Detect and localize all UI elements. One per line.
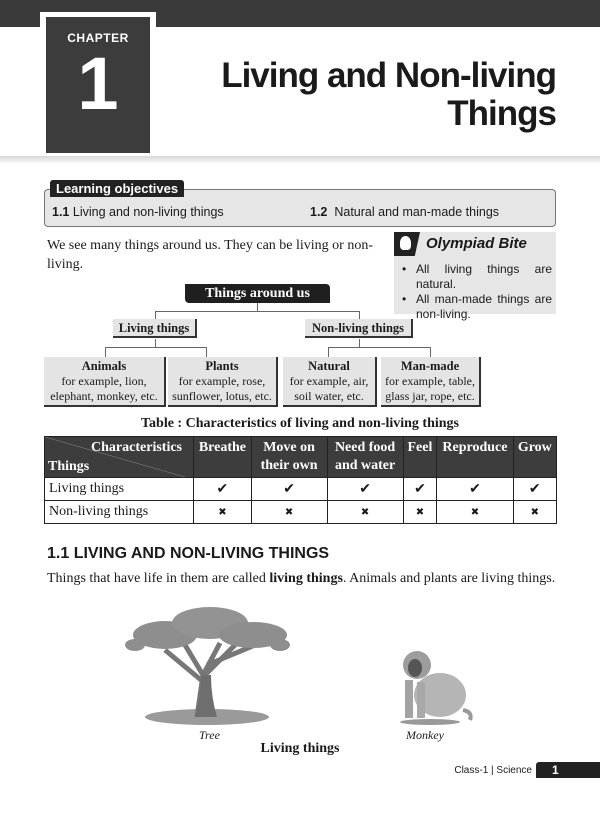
check-icon: ✔	[327, 478, 403, 501]
olympiad-bite-box	[394, 232, 556, 321]
olympiad-point: • All man-made things are non-living.	[402, 292, 552, 322]
diagram-natural: Natural for example, air, soil water, etc.	[283, 357, 377, 407]
olympiad-title: Olympiad Bite	[426, 235, 527, 252]
objective-1: 1.1 Living and non-living things	[52, 205, 224, 219]
table-header-row	[45, 437, 557, 478]
olympiad-point: • All living things are natural.	[402, 262, 552, 292]
diagram-man-made: Man-made for example, table, glass jar, rope, etc.	[381, 357, 481, 407]
header-divider	[0, 156, 600, 164]
objective-2: 1.2 Natural and man-made things	[310, 205, 500, 219]
page-footer	[454, 762, 600, 778]
learning-objectives-label: Learning objectives	[50, 180, 184, 197]
check-icon: ✔	[437, 478, 513, 501]
section-paragraph: Things that have life in them are called living things. Animals and plants are living things.	[47, 571, 556, 586]
column-header: Grow	[513, 437, 556, 478]
column-header: Reproduce	[437, 437, 513, 478]
chapter-label: CHAPTER	[67, 31, 129, 45]
tree-illustration	[125, 605, 290, 730]
diagram-living-things: Living things	[113, 319, 197, 338]
cross-icon: ✖	[327, 501, 403, 524]
chapter-box	[46, 17, 150, 153]
title-line-1: Living and Non-living	[221, 56, 556, 95]
footer-text: Class-1 | Science	[454, 764, 532, 776]
tree-caption: Tree	[199, 728, 220, 742]
corner-cell: Characteristics Things	[45, 437, 185, 477]
monkey-illustration	[385, 640, 475, 730]
section-heading: 1.1 LIVING AND NON-LIVING THINGS	[47, 545, 330, 562]
cross-icon: ✖	[194, 501, 251, 524]
cross-icon: ✖	[251, 501, 327, 524]
intro-paragraph: We see many things around us. They can be living or non-living.	[47, 238, 373, 272]
chapter-number: 1	[77, 42, 119, 125]
table-caption: Table : Characteristics of living and non-living things	[140, 416, 460, 431]
figure-title: Living things	[260, 741, 340, 756]
check-icon: ✔	[513, 478, 556, 501]
page-title	[221, 57, 556, 133]
diagram-animals: Animals for example, lion, elephant, monkey, etc.	[44, 357, 166, 407]
column-header: Move on their own	[251, 437, 327, 478]
column-header: Need food and water	[327, 437, 403, 478]
cross-icon: ✖	[403, 501, 437, 524]
column-header: Breathe	[194, 437, 251, 478]
olympiad-points	[402, 262, 552, 322]
diagram-plants: Plants for example, rose, sunflower, lotus, etc.	[168, 357, 278, 407]
title-line-2: Things	[447, 94, 556, 133]
cross-icon: ✖	[437, 501, 513, 524]
table-row: Non-living things ✖ ✖ ✖ ✖ ✖ ✖	[45, 501, 557, 524]
monkey-caption: Monkey	[406, 728, 444, 742]
characteristics-table	[44, 436, 557, 524]
page-number: 1	[536, 762, 600, 778]
check-icon: ✔	[403, 478, 437, 501]
diagram-non-living-things: Non-living things	[305, 319, 413, 338]
cross-icon: ✖	[513, 501, 556, 524]
lightbulb-icon	[394, 232, 420, 256]
check-icon: ✔	[194, 478, 251, 501]
diagram-root: Things around us	[185, 284, 330, 303]
check-icon: ✔	[251, 478, 327, 501]
column-header: Feel	[403, 437, 437, 478]
table-row: Living things ✔ ✔ ✔ ✔ ✔ ✔	[45, 478, 557, 501]
